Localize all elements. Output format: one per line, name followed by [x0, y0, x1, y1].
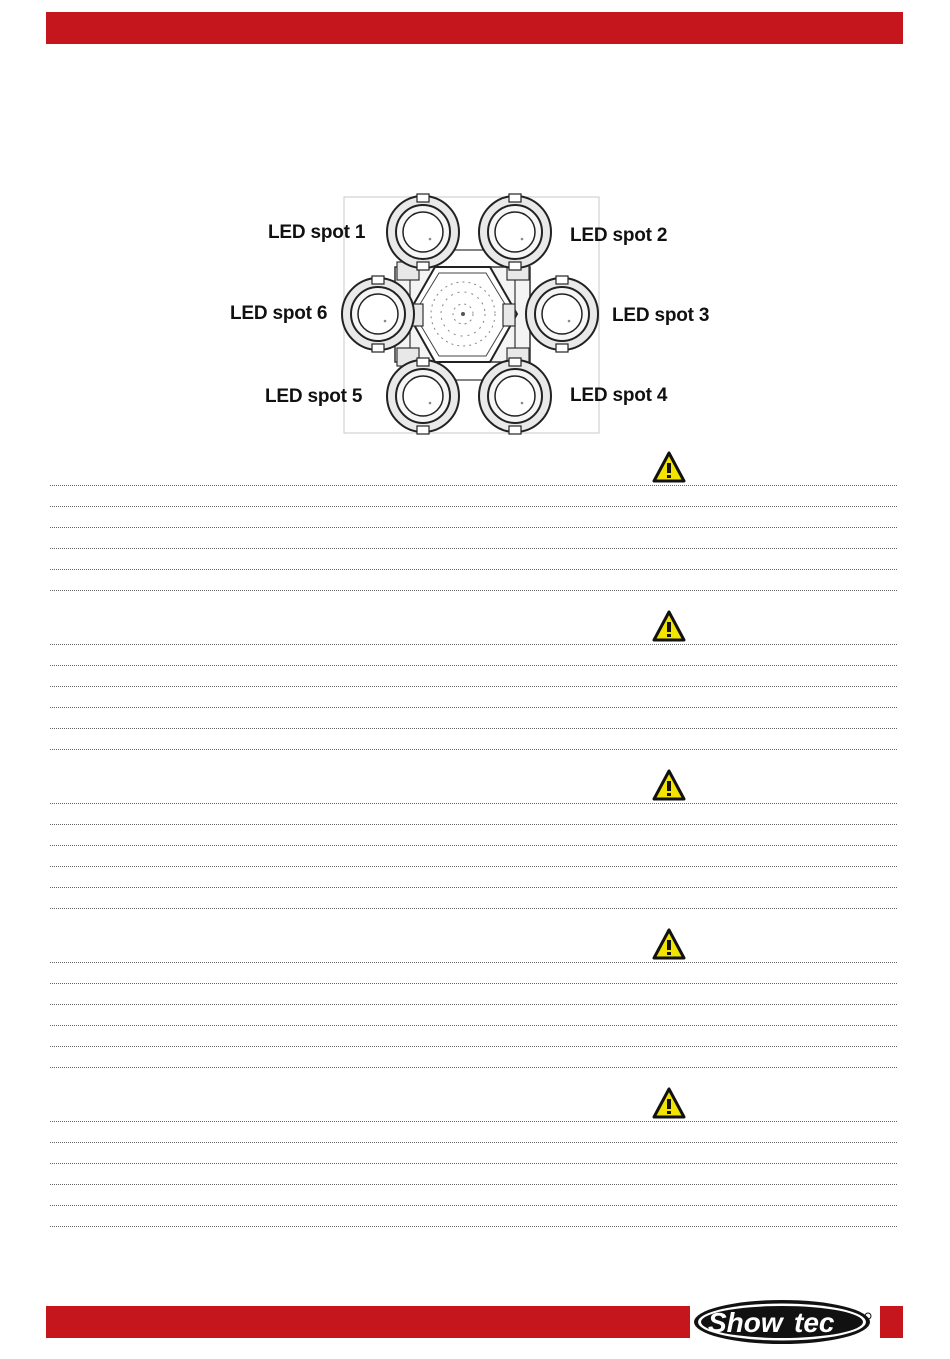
fixture-diagram: [225, 192, 725, 438]
ruled-lines-drawing: [50, 448, 900, 1238]
showtec-logo-mark: [690, 1298, 880, 1348]
showtec-logo: [690, 1298, 880, 1348]
ruled-sections: [50, 448, 900, 1238]
label-led-spot-1: LED spot 1: [268, 222, 366, 243]
warning-icon: [654, 453, 684, 481]
label-led-spot-4: LED spot 4: [570, 385, 668, 406]
label-led-spot-5: LED spot 5: [265, 386, 363, 407]
warning-icon: [654, 1089, 684, 1117]
warning-icon: [654, 771, 684, 799]
warning-icon: [654, 612, 684, 640]
svg-text:tec: tec: [794, 1307, 835, 1338]
svg-text:Show: Show: [708, 1307, 783, 1338]
label-led-spot-2: LED spot 2: [570, 225, 668, 246]
warning-icon: [654, 930, 684, 958]
label-led-spot-6: LED spot 6: [230, 303, 328, 324]
label-led-spot-3: LED spot 3: [612, 305, 710, 326]
header-bar: [46, 12, 903, 44]
